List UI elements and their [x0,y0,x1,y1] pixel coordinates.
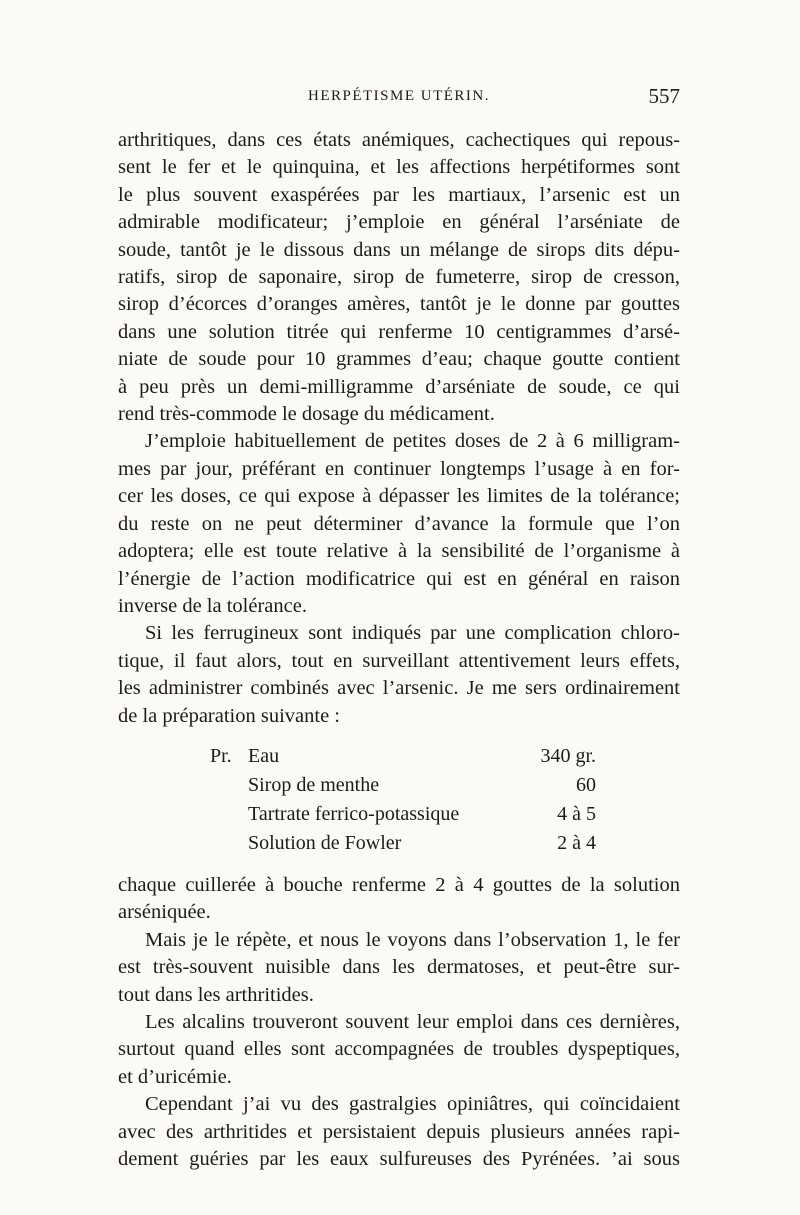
paragraph-6-line [118,1036,680,1063]
text-line: arséniquée. [118,901,211,924]
text-line: Si les ferrugineux sont indiqués par une complication chloro- [145,622,680,645]
text-line: dans une solution titrée qui renferme 10 centigrammes d’arsé- [118,320,680,343]
page-number: 557 [648,84,680,108]
text-line: dement guéries par les eaux sulfureuses des Pyrénées. ’ai sous [118,1148,680,1170]
paragraph-1-line [118,209,680,236]
paragraph-4 [118,872,680,899]
paragraph-5 [118,927,680,954]
paragraph-6-line [118,1064,680,1091]
text-line: Mais je le répète, et nous le voyons dans l’observation 1, le fer [145,928,680,951]
recipe-row [118,742,680,771]
text-line: tout dans les arthritides. [118,983,314,1006]
text-line: les administrer combinés avec l’arsenic. Je me sers ordinairement [118,677,680,700]
paragraph-2-line [118,538,680,565]
paragraph-1-line [118,319,680,346]
text-line: avec des arthritides et persistaient depuis plusieurs années rapi- [118,1120,680,1143]
recipe-ingredient: Eau [248,744,280,767]
paragraph-2-line [118,593,680,620]
running-head [118,84,680,114]
paragraph-2-line [118,566,680,593]
text-line: sirop d’écorces d’oranges amères, tantôt je le donne par gouttes [118,293,680,316]
paragraph-2-line [118,483,680,510]
recipe-quantity: 4 à 5 [557,802,596,825]
running-title: HERPÉTISME UTÉRIN. [308,88,490,104]
text-line: rend très-commode le dosage du médicament. [118,403,495,426]
paragraph-3-line [118,703,680,730]
paragraph-1-line [118,154,680,181]
paragraph-1-line [118,374,680,401]
paragraph-3-line [118,675,680,702]
text-line: inverse de la tolérance. [118,594,307,617]
recipe-quantity: 340 gr. [540,744,596,767]
paragraph-1 [118,127,680,154]
paragraph-7 [118,1091,680,1118]
paragraph-4-line [118,899,680,926]
text-line: soude, tantôt je le dissous dans un mélange de sirops dits dépu- [118,238,680,261]
recipe-ingredient: Tartrate ferrico-potassique [248,802,460,825]
text-line: et d’uricémie. [118,1065,232,1088]
recipe-ingredient: Solution de Fowler [248,831,402,854]
recipe-prefix: Pr. [210,744,232,767]
text-line: l’énergie de l’action modificatrice qui est en général en raison [118,567,680,590]
paragraph-1-line [118,291,680,318]
text-line: ratifs, sirop de saponaire, sirop de fumeterre, sirop de cresson, [118,266,680,289]
paragraph-1-line [118,237,680,264]
text-line: Les alcalins trouveront souvent leur emploi dans ces dernières, [145,1010,680,1033]
text-line: le plus souvent exaspérées par les martiaux, l’arsenic est un [118,183,680,206]
paragraph-1-line [118,182,680,209]
text-line: arthritiques, dans ces états anémiques, cachectiques qui repous- [118,129,680,151]
text-line: cer les doses, ce qui expose à dépasser les limites de la tolérance; [118,485,680,508]
text-line: chaque cuillerée à bouche renferme 2 à 4 gouttes de la solution [118,873,680,896]
text-line: admirable modificateur; j’emploie en général l’arséniate de [118,211,680,234]
text-line: de la préparation suivante : [118,704,340,727]
paragraph-3 [118,620,680,647]
paragraph-7-line [118,1119,680,1146]
text-line: adoptera; elle est toute relative à la sensibilité de l’organisme à [118,540,680,563]
recipe-quantity: 60 [576,773,596,796]
recipe-ingredient: Sirop de menthe [248,773,380,796]
text-line: mes par jour, préférant en continuer longtemps l’usage à en for- [118,457,680,480]
text-line: J’emploie habituellement de petites doses de 2 à 6 milligram- [145,430,680,453]
text-line: surtout quand elles sont accompagnées de troubles dyspeptiques, [118,1038,680,1061]
recipe-row [118,829,680,858]
text-line: à peu près un demi-milligramme d’arséniate de soude, ce qui [118,375,680,398]
body-text [118,127,680,1173]
paragraph-5-line [118,982,680,1009]
recipe-formula [118,742,680,862]
recipe-row [118,800,680,829]
recipe-row [118,771,680,800]
paragraph-5-line [118,954,680,981]
paragraph-2 [118,428,680,455]
paragraph-1-line [118,264,680,291]
text-line: Cependant j’ai vu des gastralgies opiniâtres, qui coïncidaient [145,1093,680,1116]
recipe-quantity: 2 à 4 [557,831,596,854]
paragraph-7-line [118,1146,680,1173]
paragraph-3-line [118,648,680,675]
text-line: sent le fer et le quinquina, et les affections herpétiformes sont [118,156,680,179]
paragraph-2-line [118,511,680,538]
text-line: est très-souvent nuisible dans les dermatoses, et peut-être sur- [118,956,680,979]
text-line: du reste on ne peut déterminer d’avance la formule que l’on [118,512,680,535]
text-line: tique, il faut alors, tout en surveillant attentivement leurs effets, [118,649,680,672]
paragraph-2-line [118,456,680,483]
paragraph-1-line [118,401,680,428]
text-line: niate de soude pour 10 grammes d’eau; chaque goutte contient [118,348,680,371]
paragraph-1-line [118,346,680,373]
paragraph-6 [118,1009,680,1036]
